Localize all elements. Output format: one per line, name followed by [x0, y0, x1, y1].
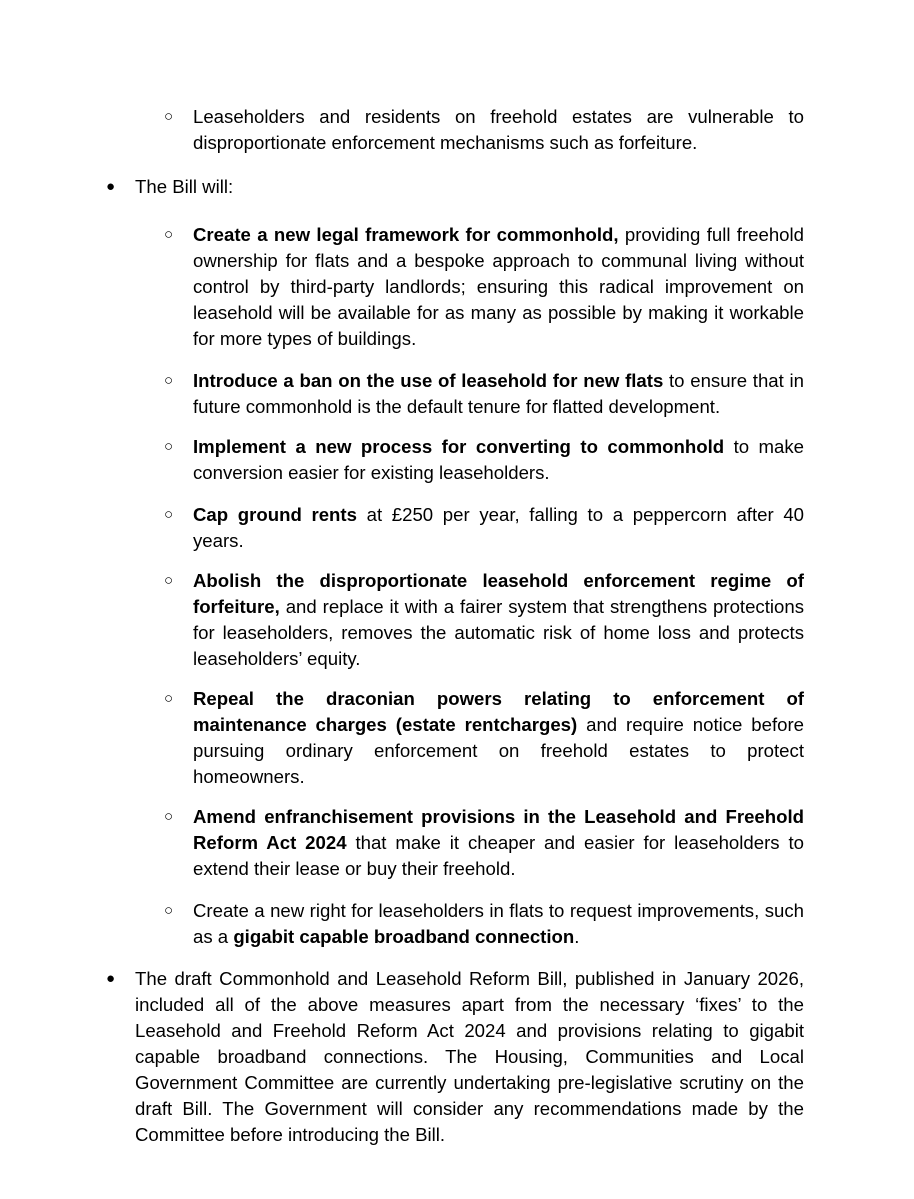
list-item	[193, 222, 804, 352]
item-bold-text: Amend enfranchisement provisions in the Leasehold and Freehold Reform Act 2024	[193, 806, 804, 853]
item-bold-text: Cap ground rents	[193, 504, 357, 525]
bullet-icon: ●	[106, 178, 116, 195]
item-text: providing full freehold ownership for flats and a bespoke approach to communal living without control by third-party landlords; ensuring this radical improvement on leasehold will be available for as many as possible by making it workable for more types of buildings.	[193, 224, 804, 349]
item-text: and replace it with a fairer system that strengthens protections for leaseholders, removes the automatic risk of home loss and protects leaseholders’ equity.	[193, 596, 804, 669]
list-item	[135, 966, 804, 1148]
item-text: Create a new right for leaseholders in flats to request improvements, such as a	[193, 900, 804, 947]
item-text: at £250 per year, falling to a peppercorn after 40 years.	[193, 504, 804, 551]
sub-bullet-icon: ○	[164, 690, 174, 707]
sub-bullet-icon: ○	[164, 506, 174, 523]
item-text: to make conversion easier for existing leaseholders.	[193, 436, 804, 483]
item-tail-text: .	[574, 926, 580, 947]
item-text: The draft Commonhold and Leasehold Reform Bill, published in January 2026, included all of the above measures apart from the necessary ‘fixes’ to the Leasehold and Freehold Reform Act 2024 and provisions relating to gigabit capable broadband connections. The Housing, Communities and Local Government Committee are currently undertaking pre-legislative scrutiny on the draft Bill. The Government will consider any recommendations made by the Committee before introducing the Bill.	[135, 968, 804, 1145]
sub-bullet-icon: ○	[164, 438, 174, 455]
list-item	[193, 686, 804, 790]
item-text: to ensure that in future commonhold is the default tenure for flatted development.	[193, 370, 804, 417]
list-item	[193, 804, 804, 882]
item-text: that make it cheaper and easier for leaseholders to extend their lease or buy their freehold.	[193, 832, 804, 879]
item-bold-text: gigabit capable broadband connection	[233, 926, 575, 947]
list-item	[135, 174, 804, 200]
sub-bullet-icon: ○	[164, 226, 174, 243]
sub-bullet-icon: ○	[164, 108, 174, 125]
sub-bullet-icon: ○	[164, 808, 174, 825]
bullet-icon: ●	[106, 970, 116, 987]
list-item	[193, 502, 804, 554]
list-item	[193, 368, 804, 420]
list-item	[193, 434, 804, 486]
item-bold-text: Implement a new process for converting to commonhold	[193, 436, 725, 457]
item-text: Leaseholders and residents on freehold estates are vulnerable to disproportionate enforcement mechanisms such as forfeiture.	[193, 106, 804, 153]
item-text: and require notice before pursuing ordinary enforcement on freehold estates to protect homeowners.	[193, 714, 804, 787]
item-bold-text: Introduce a ban on the use of leasehold for new flats	[193, 370, 664, 391]
sub-bullet-icon: ○	[164, 902, 174, 919]
list-item	[193, 898, 804, 950]
sub-bullet-icon: ○	[164, 372, 174, 389]
item-bold-text: Abolish the disproportionate leasehold enforcement regime of forfeiture,	[193, 570, 804, 617]
item-text: The Bill will:	[135, 176, 234, 197]
list-item	[193, 104, 804, 156]
list-item	[193, 568, 804, 672]
sub-bullet-icon: ○	[164, 572, 174, 589]
item-bold-text: Repeal the draconian powers relating to enforcement of maintenance charges (estate rentcharges)	[193, 688, 804, 735]
item-bold-text: Create a new legal framework for commonhold,	[193, 224, 619, 245]
